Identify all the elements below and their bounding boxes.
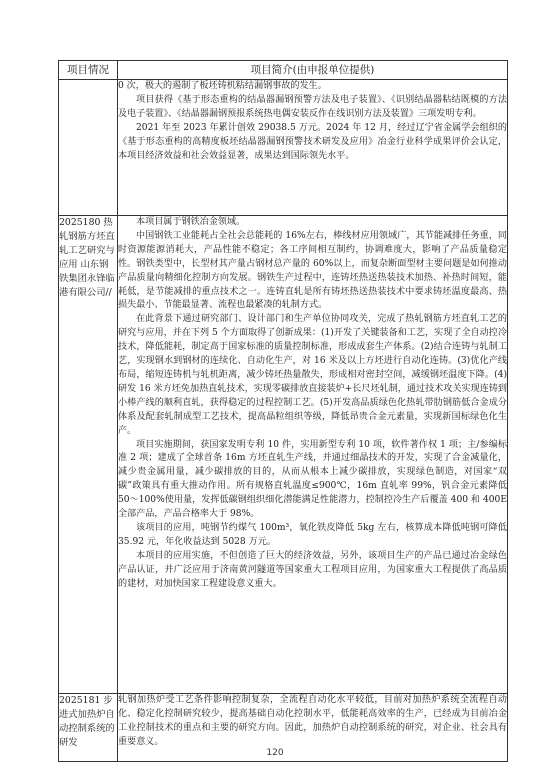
table-row (59, 80, 508, 216)
summary-paragraph: 项目获得《基于形态重构的结晶器漏钢预警方法及电子装置》、《识别结晶器粘结既模的方法及电子装置》、《结晶器漏钢预报系统热电偶安装反作在线识别方法及装置》三项发明专利。 (118, 94, 507, 119)
table-header-row (59, 61, 508, 80)
summary-paragraph: 项目实施期间，获国家发明专利 10 件，实用新型专利 10 项，软件著作权 1 项；主/参编标准 2 项；建成了全球首条 16m 方坯直轧生产线，并通过细晶技术的开发，实现了合金减量化，减少贵金属用量，减少碳排放的目的，从而从根本上减少碳排放，实现绿色制造，对国家“双碳”政策具有重大推动作用。所有规格直轧温度≤900℃，16m 直轧率 99%，钒合金元素降低 50～100%使用量，发挥低碳钢组织细化潜能满足性能潜力，控制控冷生产后覆盖 400 和 400E 全部产品，产品合格率大于 98%。 (118, 439, 507, 520)
summary-paragraph: 本项目的应用实施，不但创造了巨大的经济效益，另外，该项目生产的产品已通过冶金绿色产品认证，并广泛应用于济南黄河隧道等国家重大工程项目应用，为国家重大工程提供了高品质的建材，对加快国家工程建设意义重大。 (118, 550, 507, 589)
project-info-cell: 2025180 热轧钢筋方坯直轧工艺研究与应用 山东钢铁集团永锋临港有限公司// (59, 216, 118, 694)
page-number: 120 (266, 748, 284, 758)
summary-paragraph: 该项目的应用，吨钢节约煤气 100m³，氧化铁皮降低 5kg 左右，核算成本降低吨钢可降低 35.92 元，年化收益达到 5028 万元。 (118, 522, 507, 547)
summary-paragraph: 本项目属于钢铁冶金领域。 (136, 217, 246, 227)
summary-paragraph: 在此背景下通过研究部门、设计部门和生产单位协同攻关，完成了热轧钢筋方坯直轧工艺的研究与应用，并在下列 5 个方面取得了创新成果：(1)开发了关键装备和工艺，实现了全自动控冷技术，降低能耗，制定高于国家标准的质量控制标准，形成成套生产体系。(2)结合连铸与轧制工艺，实现钢水到钢材的连续化、自动化生产，对 16 米及以上方坯进行自动化连铸。(3)优化产线布局，缩短连铸机与轧机距离，减少铸坯热量散失，形成相对密封空间，减缓钢坯温度下降。(4)研发 16 米方坯免加热直轧技术，实现零碳排放直接装炉+长尺坯轧制，通过技术攻关实现连铸到小棒产线的顺利直轧，获得稳定的过程控制工艺。(5)开发高品质绿色化热轧带肋钢筋低合金成分体系及配套轧制成型工艺技术，提高晶粒组织等级，降低昂贵合金元素量，实现新国标绿色化生产。 (118, 314, 507, 436)
summary-paragraph: 0 次，极大的遏制了板坯铸机粘结漏钢事故的发生。 (118, 81, 327, 91)
summary-paragraph: 轧钢加热炉受工艺条件影响控制复杂，全流程自动化水平较低，目前对加热炉系统全流程自动化、稳定化控制研究较少，提高基础自动化控制水平，低能耗高效率的生产，已经成为目前冶金工业控制技术的重点和主要的研究方向。因此，加热炉自动控制系统的研究，对企业、社会具有重要意义。 (118, 695, 507, 747)
project-table (58, 60, 508, 762)
summary-paragraph: 2021 年至 2023 年累计创效 29038.5 万元。2024 年 12 月，经过辽宁省金属学会组织的《基于形态重构的高精度板坯结晶器漏钢预警技术研发及应用》冶金行业科学成果评价会认定，本项目经济效益和社会效益显著，成果达到国际领先水平。 (118, 122, 507, 161)
project-info-cell: 2025181 步进式加热炉自动控制系统的研发 (59, 694, 118, 762)
project-summary-cell (118, 80, 508, 216)
project-info-cell (59, 80, 118, 216)
header-project-summary: 项目简介(由申报单位提供) (118, 61, 508, 80)
project-summary-cell (118, 216, 508, 694)
summary-paragraph: 中国钢铁工业能耗占全社会总能耗的 16%左右，棒线材应用领域广，其节能减排任务重，同时资源能源消耗大，产品性能不稳定；各工序间相互制约，协调难度大，影响了产品质量稳定性。钢铁类型中，长型材其产量占钢材总产量的 60%以上，而复杂断面型材主要问题是如何推动产品质量向精细化控制方向发展。钢铁生产过程中，连铸坯热送热装技术加热、补热时间短，能耗低，是节能减排的重点技术之一。连铸直轧是所有铸坯热送热装技术中要求铸坯温度最高、热损失最小、节能最显著、流程也最紧凑的轧制方式。 (118, 230, 507, 311)
table-row (59, 216, 508, 694)
header-project-status: 项目情况 (59, 61, 118, 80)
